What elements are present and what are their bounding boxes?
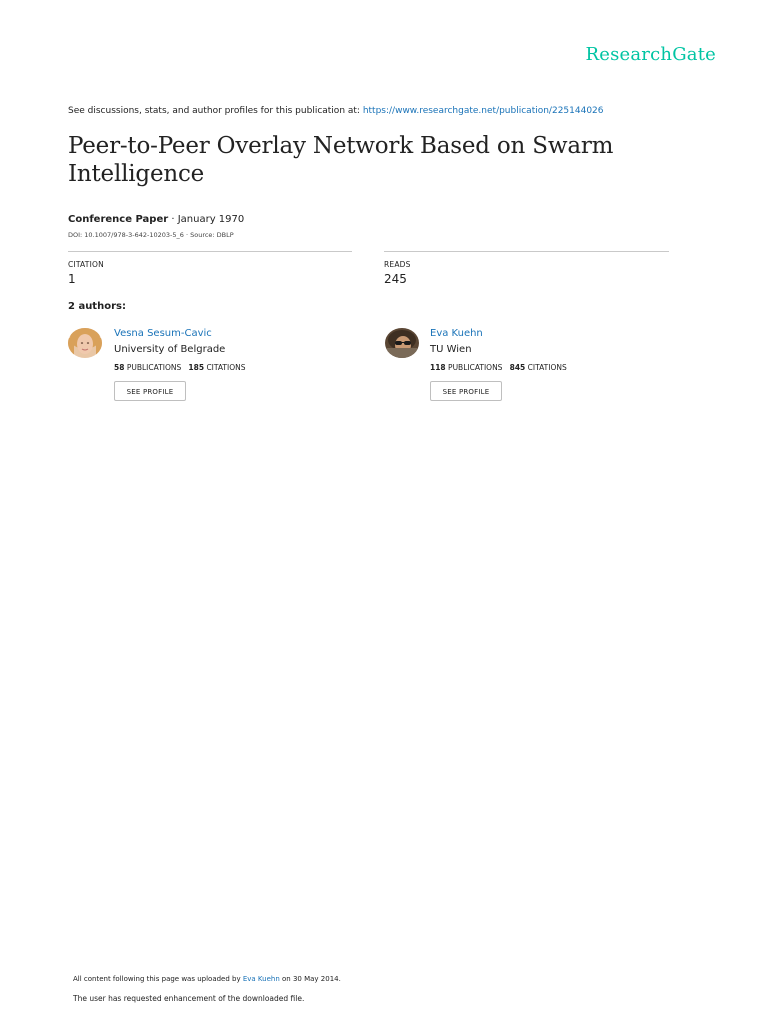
citation-value: 1 bbox=[68, 272, 76, 286]
author-avatar[interactable] bbox=[385, 328, 419, 358]
publication-link[interactable]: https://www.researchgate.net/publication/225144026 bbox=[362, 106, 604, 116]
author-citations-label: CITATIONS bbox=[206, 363, 246, 372]
see-profile-button[interactable]: SEE PROFILE bbox=[430, 381, 502, 401]
citation-label: CITATION bbox=[68, 260, 104, 269]
author-publications-count: 118 bbox=[430, 363, 446, 372]
author-citations-count: 185 bbox=[188, 363, 205, 372]
publication-type: Conference Paper bbox=[68, 214, 169, 225]
upload-prefix: All content following this page was uploaded by bbox=[73, 975, 243, 983]
author-avatar[interactable] bbox=[68, 328, 102, 358]
intro-text: See discussions, stats, and author profiles for this publication at: bbox=[68, 106, 363, 116]
reads-value: 245 bbox=[384, 272, 407, 286]
publication-title: Peer-to-Peer Overlay Network Based on Swarm Intelligence bbox=[68, 133, 614, 187]
upload-suffix: on 30 May 2014. bbox=[279, 975, 341, 983]
enhancement-note: The user has requested enhancement of the downloaded file. bbox=[73, 994, 305, 1003]
uploader-link[interactable]: Eva Kuehn bbox=[242, 975, 280, 983]
author-publications-label: PUBLICATIONS bbox=[448, 363, 503, 372]
see-profile-button[interactable]: SEE PROFILE bbox=[114, 381, 186, 401]
author-stats bbox=[430, 363, 567, 372]
researchgate-logo[interactable]: ResearchGate bbox=[585, 44, 716, 65]
intro-line bbox=[68, 106, 604, 116]
author-publications-label: PUBLICATIONS bbox=[126, 363, 182, 372]
author-affiliation: University of Belgrade bbox=[114, 344, 226, 355]
publication-doi-source: DOI: 10.1007/978-3-642-10203-5_6 · Source: DBLP bbox=[68, 231, 234, 239]
authors-heading: 2 authors: bbox=[68, 301, 126, 312]
author-stats bbox=[114, 363, 246, 372]
author-name[interactable]: Vesna Sesum-Cavic bbox=[114, 328, 212, 339]
author-publications-count: 58 bbox=[114, 363, 125, 372]
author-citations-count: 845 bbox=[509, 363, 526, 372]
publication-meta bbox=[68, 214, 244, 225]
reads-label: READS bbox=[384, 260, 411, 269]
publication-date: · January 1970 bbox=[168, 214, 245, 225]
avatar-photo-icon bbox=[385, 328, 419, 358]
divider-left bbox=[68, 251, 352, 252]
author-citations-label: CITATIONS bbox=[527, 363, 567, 372]
divider-right bbox=[384, 251, 669, 252]
upload-note bbox=[73, 975, 341, 983]
author-name[interactable]: Eva Kuehn bbox=[430, 328, 483, 339]
author-affiliation: TU Wien bbox=[430, 344, 472, 355]
avatar-photo-icon bbox=[68, 328, 102, 358]
